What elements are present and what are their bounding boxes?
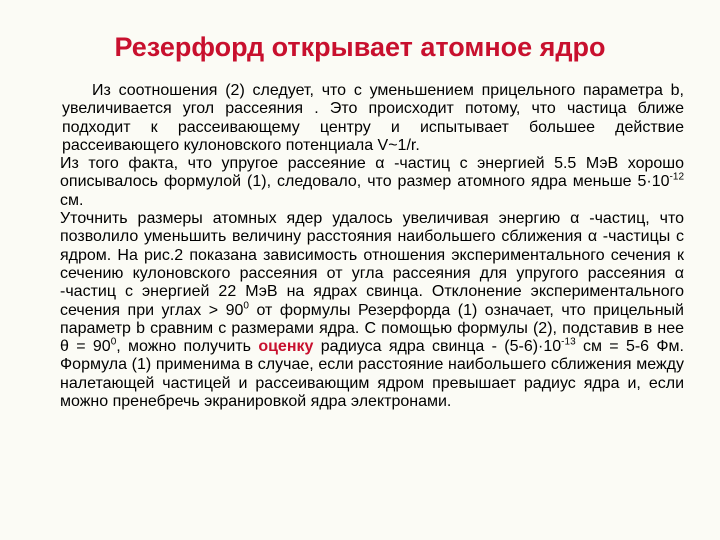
slide-title: Резерфорд открывает атомное ядро (114, 32, 606, 62)
paragraph-text: см. (60, 191, 84, 209)
paragraph-impact-parameter (62, 82, 684, 155)
paragraph-text: , можно получить (116, 338, 259, 356)
exponent: -13 (561, 336, 576, 348)
exponent: 0 (243, 300, 249, 312)
paragraph-text: см = 5-6 Фм. Формула (1) применима в случае, если расстояние наибольшего сближения между налетающей частицей и рассеивающим ядром превышает радиус ядра и, если можно пренебречь экранировкой ядра электронами. (60, 338, 684, 411)
paragraph-text: от формулы Резерфорда (1) означает, что прицельный параметр b сравним с размерами ядра. С помощью формулы (2), подставив в нее θ = 90 (60, 301, 684, 356)
exponent: -12 (669, 172, 684, 184)
paragraph-nucleus-size-refinement (60, 210, 684, 411)
paragraph-text: Из того факта, что упругое рассеяние α -частиц с энергией 5.5 МэВ хорошо описывалось формулой (1), следовало, что размер атомного ядра меньше 5·10 (60, 155, 684, 191)
highlighted-word: оценку (258, 338, 314, 356)
paragraph-text: радиуса ядра свинца - (5-6)·10 (313, 338, 562, 356)
paragraph-nucleus-size-estimate (60, 155, 684, 210)
slide-body (62, 82, 684, 411)
exponent: 0 (110, 336, 117, 348)
paragraph-text: Из соотношения (2) следует, что с уменьшением прицельного параметра b, увеличивается угол рассеяния . Это происходит потому, что частица ближе подходит к рассеивающему центру и испытывает большее действие рассеивающего кулоновского потенциала V~1/r. (62, 82, 684, 154)
paragraph-text: Уточнить размеры атомных ядер удалось увеличивая энергию α -частиц, что позволило уменьшить величину расстояния наибольшего сближения α -частицы с ядром. На рис.2 показана зависимость отношения экспериментального сечения к сечению кулоновского рассеяния от угла рассеяния для упругого рассеяния α -частиц с энергией 22 МэВ на ядрах свинца. Отклонение экспериментального сечения при углах > 90 (60, 210, 684, 319)
